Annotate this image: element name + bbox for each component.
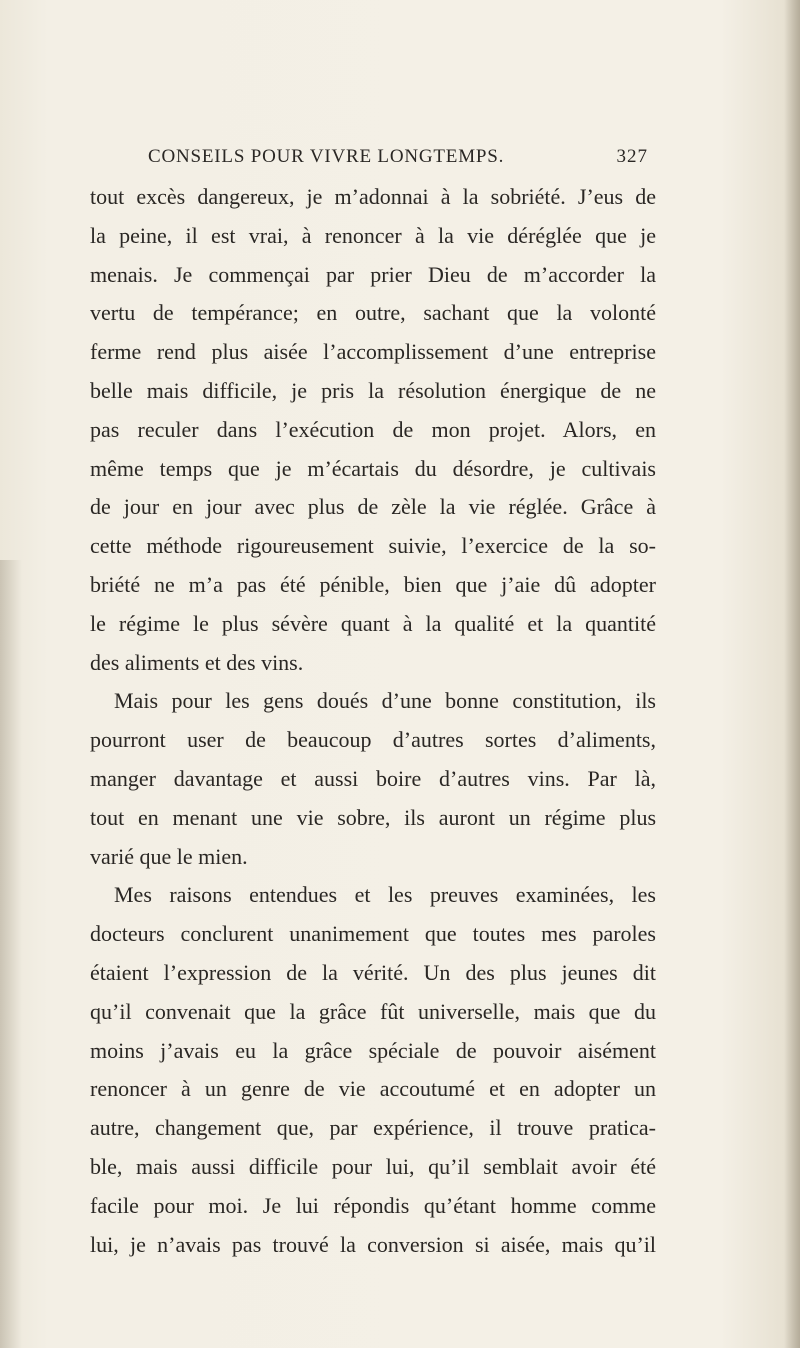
body-text <box>90 178 656 1264</box>
text-line: lui, je n’avais pas trouvé la conversion si aisée, mais qu’il <box>90 1231 656 1257</box>
text-line: briété ne m’a pas été pénible, bien que j’aie dû adopter <box>90 571 656 597</box>
text-line: manger davantage et aussi boire d’autres vins. Par là, <box>90 765 656 791</box>
text-line: Mes raisons entendues et les preuves examinées, les <box>114 882 656 908</box>
text-line: le régime le plus sévère quant à la qualité et la quantité <box>90 610 656 636</box>
page-number: 327 <box>616 146 648 167</box>
text-line: menais. Je commençai par prier Dieu de m’accorder la <box>90 261 656 287</box>
page-edge <box>784 0 800 1348</box>
text-line: même temps que je m’écartais du désordre, je cultivais <box>90 455 656 481</box>
running-head <box>148 146 648 172</box>
text-line: la peine, il est vrai, à renoncer à la vie déréglée que je <box>90 222 656 248</box>
text-line: varié que le mien. <box>90 843 248 869</box>
text-line: pourront user de beaucoup d’autres sortes d’aliments, <box>90 727 656 753</box>
text-line: pas reculer dans l’exécution de mon projet. Alors, en <box>90 416 656 442</box>
text-line: docteurs conclurent unanimement que toutes mes paroles <box>90 921 656 947</box>
binding-shadow <box>0 560 22 1348</box>
text-line: ble, mais aussi difficile pour lui, qu’il semblait avoir été <box>90 1153 656 1179</box>
text-line: cette méthode rigoureusement suivie, l’exercice de la so- <box>90 533 656 559</box>
running-title: CONSEILS POUR VIVRE LONGTEMPS. <box>148 146 505 167</box>
text-line: vertu de tempérance; en outre, sachant que la volonté <box>90 300 656 326</box>
text-line: étaient l’expression de la vérité. Un des plus jeunes dit <box>90 959 656 985</box>
text-line: tout en menant une vie sobre, ils auront un régime plus <box>90 804 656 830</box>
text-line: qu’il convenait que la grâce fût universelle, mais que du <box>90 998 656 1024</box>
text-line: Mais pour les gens doués d’une bonne constitution, ils <box>114 688 656 714</box>
text-line: belle mais difficile, je pris la résolution énergique de ne <box>90 377 656 403</box>
text-line: tout excès dangereux, je m’adonnai à la sobriété. J’eus de <box>90 184 656 209</box>
text-line: autre, changement que, par expérience, il trouve pratica- <box>90 1115 656 1141</box>
text-line: facile pour moi. Je lui répondis qu’étant homme comme <box>90 1192 656 1218</box>
text-line: renoncer à un genre de vie accoutumé et en adopter un <box>90 1076 656 1102</box>
text-line: moins j’avais eu la grâce spéciale de pouvoir aisément <box>90 1037 656 1063</box>
text-line: des aliments et des vins. <box>90 649 304 675</box>
text-line: de jour en jour avec plus de zèle la vie réglée. Grâce à <box>90 494 656 520</box>
text-line: ferme rend plus aisée l’accomplissement d’une entreprise <box>90 339 656 365</box>
